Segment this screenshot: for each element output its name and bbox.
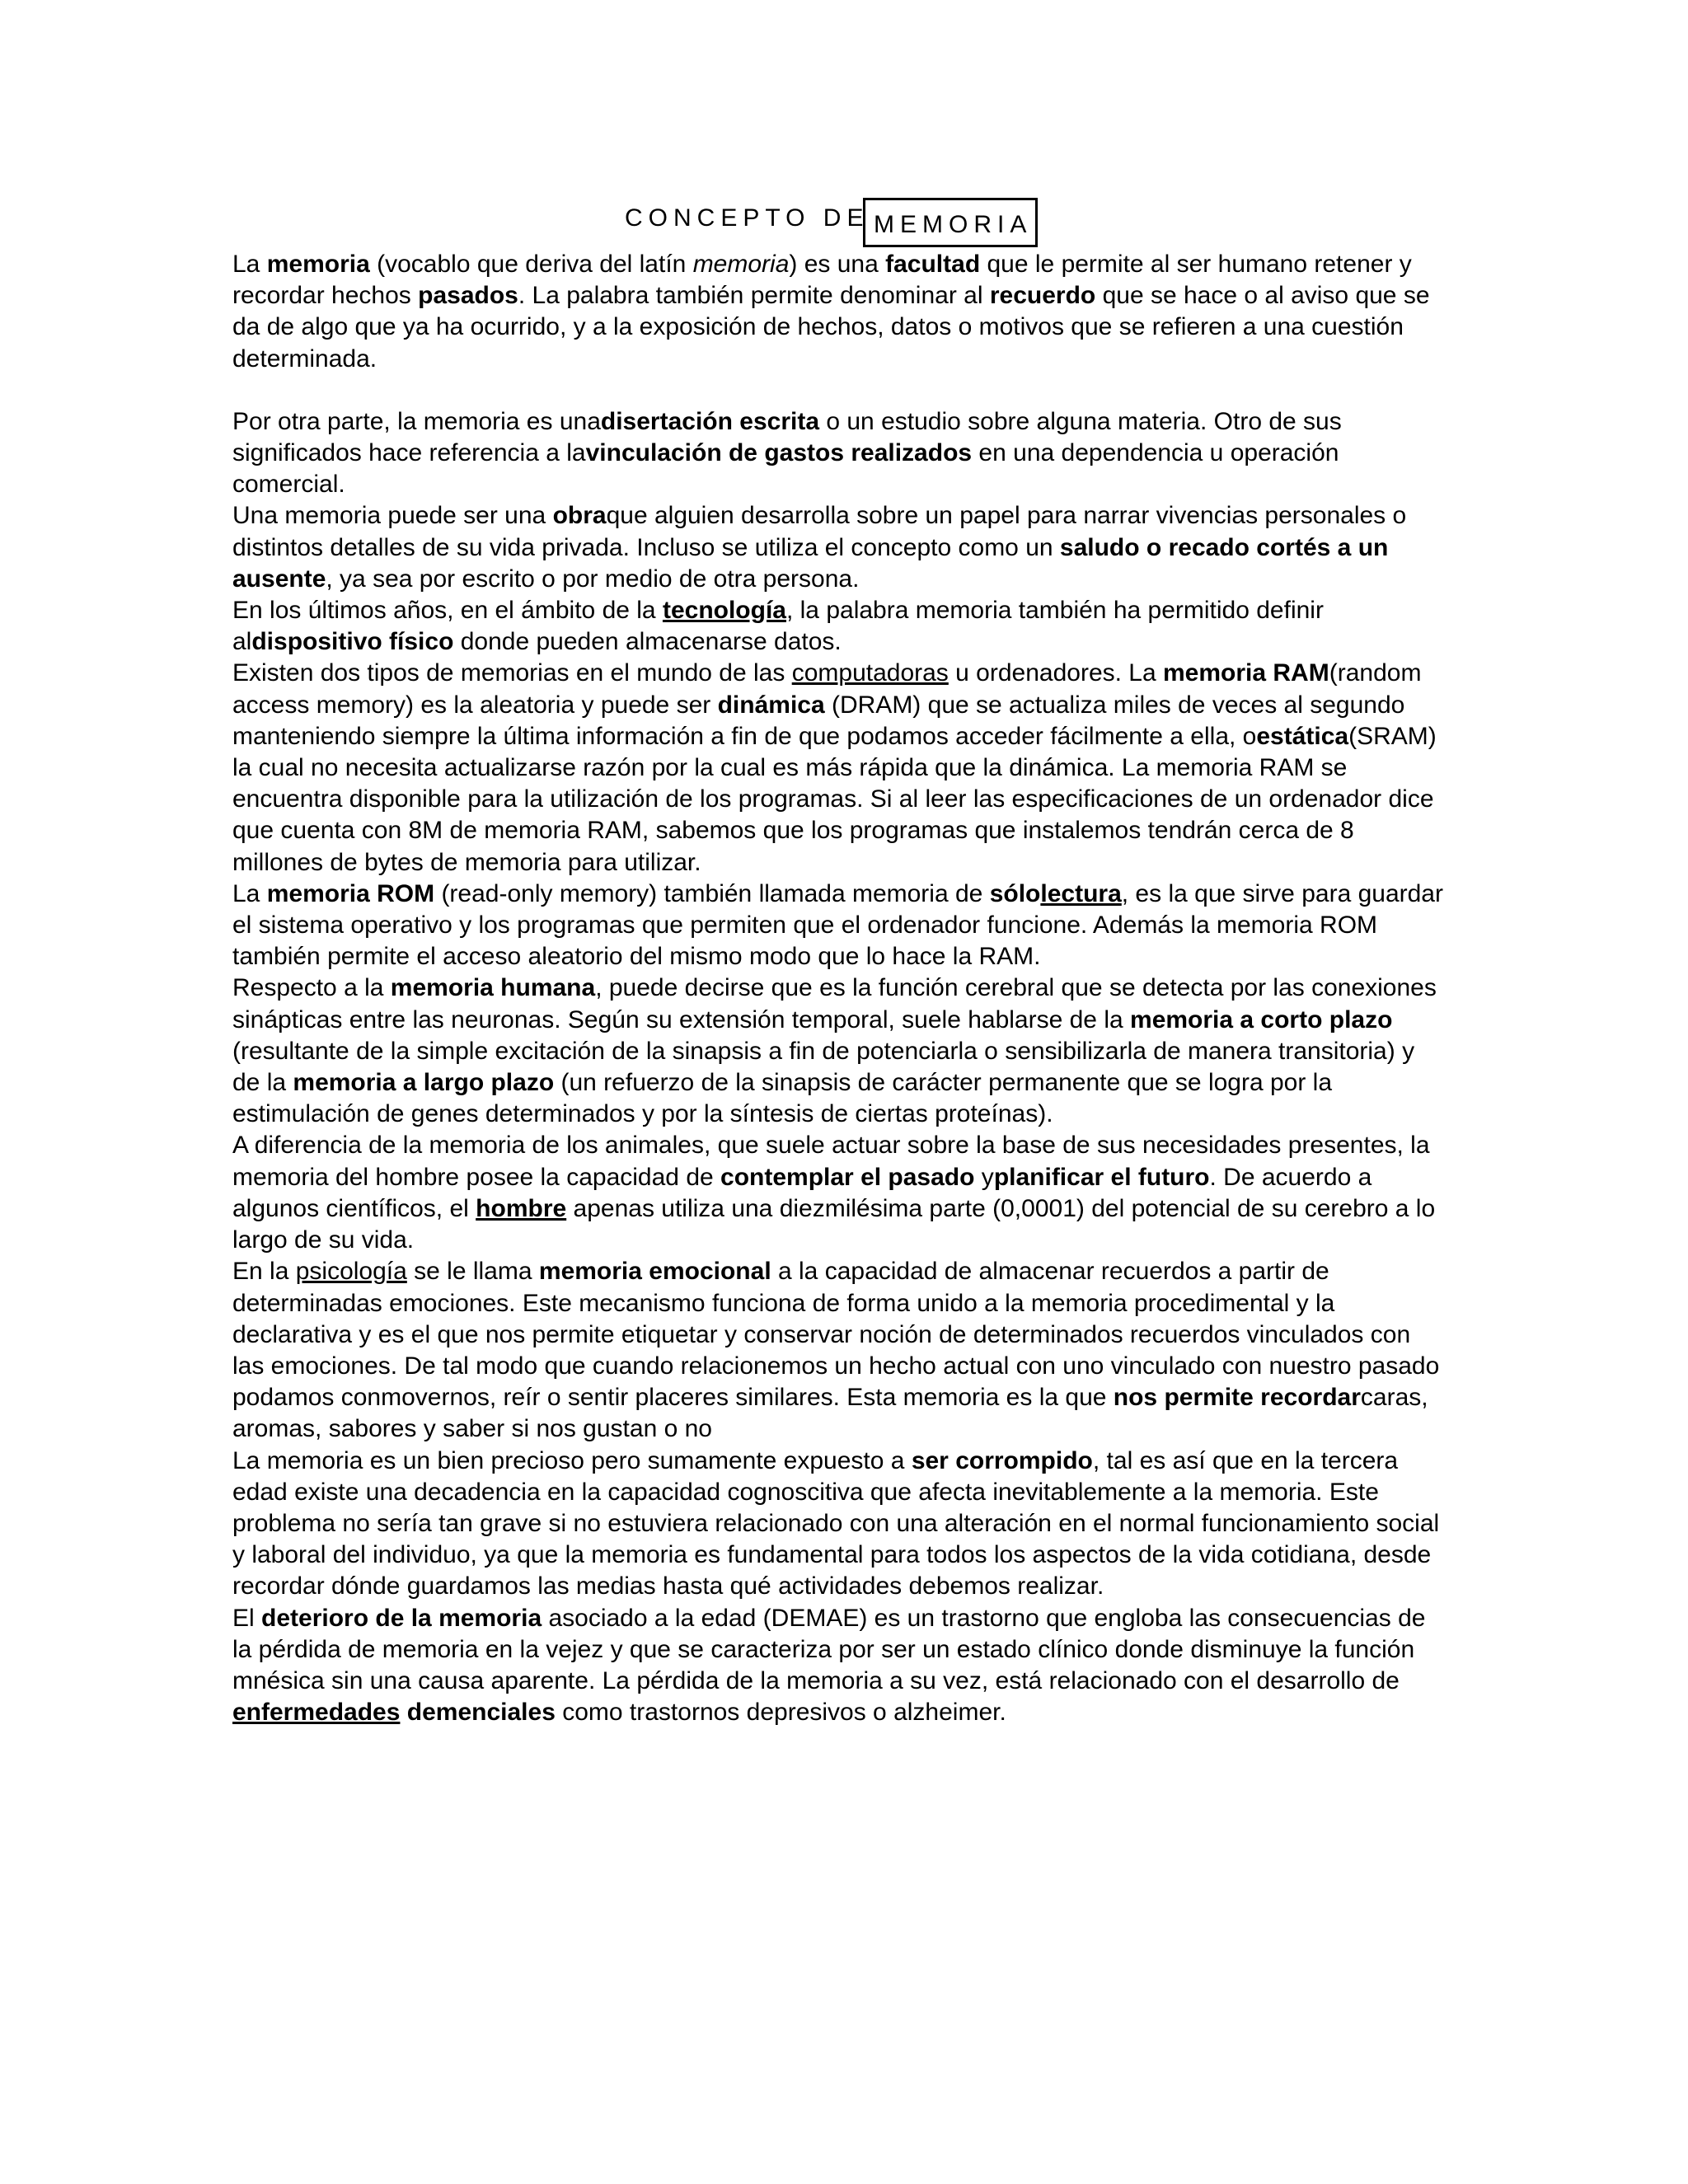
emphasis-text: obra: [552, 502, 607, 530]
text-run: El: [232, 1604, 262, 1632]
text-run: , tal es así que en la tercera edad existe una decadencia en la capacidad cognoscitiva que afecta inevitablemente a la memoria. Este problema no sería tan grave si no estuviera relacionado con una alteración en el normal funcionamiento social y laboral del individuo, ya que la memoria es fundamental para todos los aspectos de la vida cotidiana, desde recordar dónde guardamos las medias hasta qué actividades debemos realizar.: [232, 1446, 1440, 1601]
text-run: La: [232, 251, 267, 278]
text-run: (un refuerzo de la sinapsis de carácter permanente que se logra por la estimulación de genes determinados y por la síntesis de ciertas proteínas).: [232, 1069, 1333, 1128]
paragraph-rom: [232, 879, 1444, 973]
emphasis-text: computadoras: [791, 659, 949, 687]
text-run: (read-only memory) también llamada memoria de: [434, 879, 990, 907]
text-run: caras, aromas, sabores y saber si nos gustan o no: [232, 1384, 1428, 1443]
paragraph-memoria-humana: [232, 972, 1444, 1130]
text-run: En los últimos años, en el ámbito de la: [232, 597, 663, 625]
text-run: (vocablo que deriva del latín: [369, 251, 693, 278]
text-run: en una dependencia u operación comercial.: [232, 439, 1339, 499]
text-run: (DRAM) que se actualiza miles de veces al segundo manteniendo siempre la última información a fin de que podamos acceder fácilmente a ella, o: [232, 691, 1405, 750]
text-run: , la palabra memoria también ha permitido definir al: [232, 597, 1324, 656]
emphasis-text: planificar el futuro: [993, 1163, 1210, 1191]
emphasis-text: facultad: [885, 251, 981, 278]
text-run: se le llama: [406, 1258, 539, 1286]
emphasis-text: estática: [1256, 722, 1349, 750]
text-run: Existen dos tipos de memorias en el mundo de las: [232, 659, 792, 687]
emphasis-text: memoria humana: [390, 974, 596, 1002]
emphasis-text: disertación escrita: [600, 407, 820, 435]
text-run: En la: [232, 1258, 296, 1286]
emphasis-text: vinculación de gastos realizados: [585, 439, 973, 467]
emphasis-text: sólo: [989, 879, 1041, 907]
text-run: ) es una: [789, 251, 886, 278]
emphasis-text: ser corrompido: [911, 1446, 1093, 1474]
paragraph-memoria-definition: [232, 249, 1444, 375]
text-run: que le permite al ser humano retener y recordar hechos: [232, 251, 1412, 310]
paragraph-animales: [232, 1130, 1444, 1256]
emphasis-text: pasados: [418, 282, 518, 310]
text-run: (random access memory) es la aleatoria y puede ser: [232, 659, 1422, 719]
text-run: Una memoria puede ser una: [232, 502, 553, 530]
emphasis-text: memoria RAM: [1163, 659, 1329, 687]
text-run: , puede decirse que es la función cerebral que se detecta por las conexiones sinápticas entre las neuronas. Según su extensión temporal, suele hablarse de la: [232, 974, 1437, 1033]
emphasis-text: lectura: [1040, 879, 1122, 907]
text-run: (resultante de la simple excitación de la sinapsis a fin de potenciarla o sensibilizarla de manera transitoria) y de la: [232, 1037, 1415, 1097]
emphasis-text: memoria: [692, 251, 790, 278]
text-run: A diferencia de la memoria de los animales, que suele actuar sobre la base de sus necesidades presentes, la memoria del hombre posee la capacidad de: [232, 1132, 1430, 1191]
emphasis-text: dinámica: [717, 691, 825, 719]
title-prefix: CONCEPTO DE: [625, 204, 870, 232]
text-run: [400, 1699, 406, 1726]
text-run: , es la que sirve para guardar el sistema operativo y los programas que permiten que el ordenador funcione. Además la memoria ROM también permite el acceso aleatorio del mismo modo que lo hace la RAM.: [232, 879, 1443, 971]
text-run: . De acuerdo a algunos científicos, el: [232, 1163, 1372, 1222]
paragraph-otra-parte: [232, 406, 1444, 501]
text-run: u ordenadores. La: [948, 659, 1163, 687]
text-run: Por otra parte, la memoria es una: [232, 407, 601, 435]
emphasis-text: recuerdo: [989, 282, 1096, 310]
emphasis-text: nos permite recordar: [1113, 1384, 1361, 1412]
emphasis-text: deterioro de la memoria: [261, 1604, 542, 1632]
text-run: apenas utiliza una diezmilésima parte (0,0001) del potencial de su cerebro a lo largo de su vida.: [232, 1194, 1436, 1254]
title-boxed-word: MEMORIA: [863, 198, 1038, 247]
emphasis-text: saludo o recado cortés a un ausente: [232, 533, 1389, 593]
emphasis-text: contemplar el pasado: [720, 1163, 975, 1191]
text-run: , ya sea por escrito o por medio de otra persona.: [326, 565, 860, 593]
paragraph-demae: [232, 1603, 1444, 1729]
paragraph-tecnologia: [232, 595, 1444, 658]
text-run: asociado a la edad (DEMAE) es un trastorno que engloba las consecuencias de la pérdida de memoria en la vejez y que se caracteriza por ser un estado clínico donde disminuye la función mnésica sin una causa aparente. La pérdida de la memoria a su vez, está relacionado con el desarrollo de: [232, 1604, 1426, 1694]
document-title: [0, 198, 1688, 251]
text-run: que alguien desarrolla sobre un papel para narrar vivencias personales o distintos detalles de su vida privada. Incluso se utiliza el concepto como un: [232, 502, 1407, 561]
emphasis-text: enfermedades: [232, 1699, 401, 1727]
paragraph-ram: [232, 658, 1444, 878]
paragraph-obra: [232, 500, 1444, 595]
emphasis-text: hombre: [476, 1194, 567, 1222]
emphasis-text: memoria emocional: [538, 1258, 771, 1286]
text-run: Respecto a la: [232, 974, 391, 1002]
text-run: La memoria es un bien precioso pero sumamente expuesto a: [232, 1446, 912, 1474]
text-run: La: [232, 879, 267, 907]
text-run: (SRAM) la cual no necesita actualizarse razón por la cual es más rápida que la dinámica. La memoria RAM se encuentra disponible para la utilización de los programas. Si al leer las especificaciones de un ordenador dice que cuenta con 8M de memoria RAM, sabemos que los programas que instalemos tendrán cerca de 8 millones de bytes de memoria para utilizar.: [232, 722, 1437, 876]
paragraph-psicologia: [232, 1256, 1444, 1445]
text-run: donde pueden almacenarse datos.: [453, 628, 842, 656]
text-run: y: [974, 1163, 994, 1191]
document-body: [232, 249, 1444, 1728]
emphasis-text: memoria a largo plazo: [293, 1069, 555, 1097]
emphasis-text: demenciales: [406, 1699, 556, 1727]
text-run: a la capacidad de almacenar recuerdos a partir de determinadas emociones. Este mecanismo funciona de forma unido a la memoria procedimental y la declarativa y es el que nos permite etiquetar y conservar noción de determinados recuerdos vinculados con las emociones. De tal modo que cuando relacionemos un hecho actual con uno vinculado con nuestro pasado podamos conmovernos, reír o sentir placeres similares. Esta memoria es la que: [232, 1258, 1440, 1412]
emphasis-text: tecnología: [662, 597, 786, 625]
emphasis-text: dispositivo físico: [251, 628, 454, 656]
text-run: . La palabra también permite denominar al: [518, 282, 990, 310]
emphasis-text: memoria: [266, 251, 370, 278]
emphasis-text: psicología: [295, 1258, 407, 1286]
text-run: como trastornos depresivos o alzheimer.: [555, 1699, 1006, 1727]
paragraph-bien-precioso: [232, 1446, 1444, 1603]
emphasis-text: memoria ROM: [266, 879, 435, 907]
text-run: o un estudio sobre alguna materia. Otro de sus significados hace referencia a la: [232, 407, 1342, 467]
text-run: que se hace o al aviso que se da de algo que ya ha ocurrido, y a la exposición de hechos, datos o motivos que se refieren a una cuestión determinada.: [232, 282, 1430, 373]
emphasis-text: memoria a corto plazo: [1130, 1005, 1393, 1033]
